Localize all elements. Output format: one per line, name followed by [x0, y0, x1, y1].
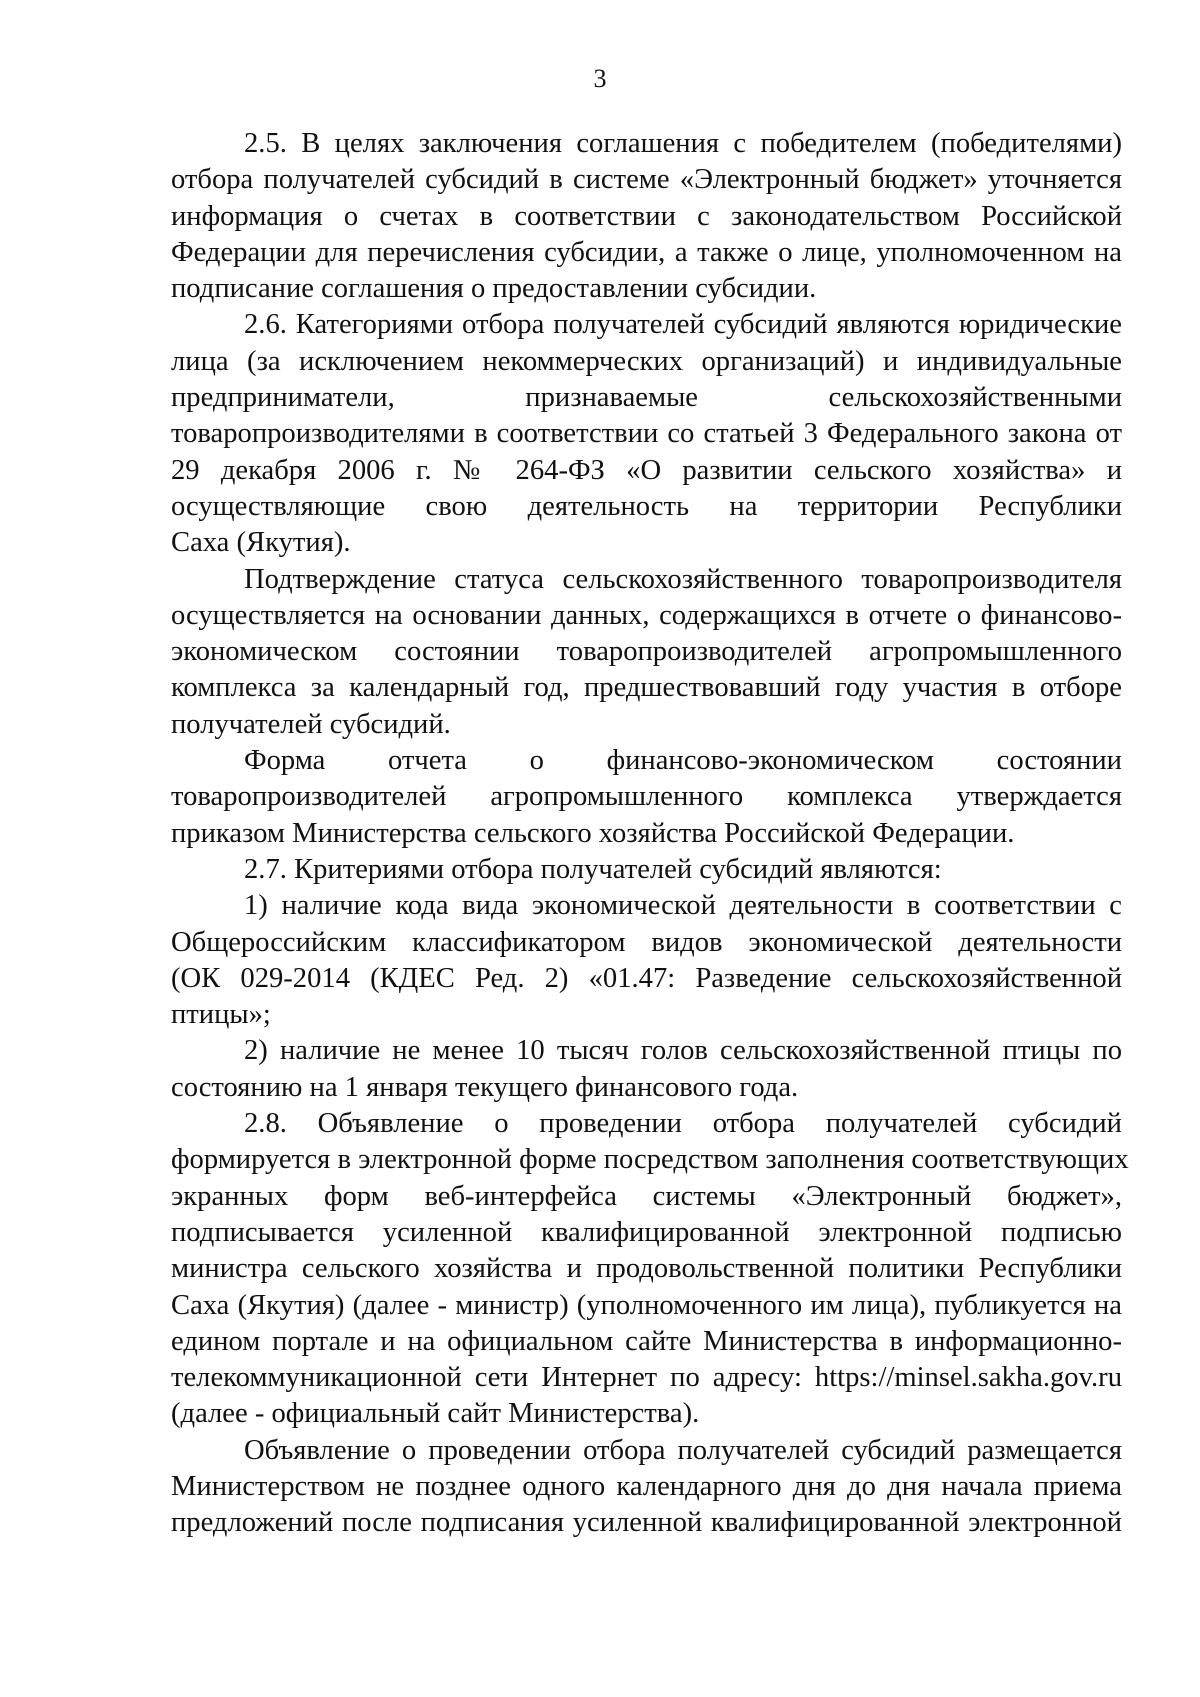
text-line: подписание соглашения о предоставлении субсидии.	[171, 273, 817, 305]
paragraph-p-criterion-2	[171, 1033, 1122, 1106]
page-number: 3	[593, 64, 607, 93]
text-line: Саха (Якутия) (далее - министр) (уполномоченного им лица), публикуется на	[171, 1289, 1122, 1321]
paragraph-p-announcement	[171, 1433, 1122, 1542]
text-line: Общероссийским классификатором видов экономической деятельности	[171, 926, 1122, 958]
paragraph-p-form	[171, 743, 1122, 852]
text-line: осуществляющие свою деятельность на территории Республики	[171, 490, 1122, 522]
text-line: осуществляется на основании данных, содержащихся в отчете о финансово-	[171, 599, 1122, 631]
text-line: комплекса за календарный год, предшествовавший году участия в отборе	[171, 672, 1122, 704]
text-line: (далее - официальный сайт Министерства).	[171, 1398, 700, 1430]
text-line: Форма отчета о финансово-экономическом состоянии	[244, 745, 1122, 777]
paragraph-p-criterion-1	[171, 888, 1122, 1033]
paragraph-p-2-6	[171, 307, 1122, 561]
text-line: отбора получателей субсидий в системе «Электронный бюджет» уточняется	[171, 164, 1122, 196]
text-line: Министерством не позднее одного календарного дня до дня начала приема	[171, 1470, 1122, 1502]
text-line: Саха (Якутия).	[171, 527, 351, 559]
text-line: подписывается усиленной квалифицированной электронной подписью	[171, 1216, 1122, 1248]
text-line: 2.6. Категориями отбора получателей субсидий являются юридические	[244, 309, 1122, 341]
text-line: товаропроизводителями в соответствии со статьей 3 Федерального закона от	[171, 418, 1122, 450]
text-line: министра сельского хозяйства и продовольственной политики Республики	[171, 1253, 1122, 1285]
text-line: информация о счетах в соответствии с законодательством Российской	[171, 200, 1122, 232]
text-line: товаропроизводителей агропромышленного комплекса утверждается	[171, 781, 1122, 813]
text-line: 2.7. Критериями отбора получателей субсидий являются:	[244, 853, 942, 885]
text-line: формируется в электронной форме посредством заполнения соответствующих	[171, 1144, 1129, 1176]
text-line: предложений после подписания усиленной квалифицированной электронной	[171, 1507, 1122, 1539]
text-line: экономическом состоянии товаропроизводителей агропромышленного	[171, 636, 1122, 668]
text-line: лица (за исключением некоммерческих организаций) и индивидуальные	[171, 345, 1122, 377]
paragraph-p-2-5	[171, 126, 1122, 307]
text-line: едином портале и на официальном сайте Министерства в информационно-	[171, 1325, 1122, 1357]
paragraph-p-status	[171, 562, 1122, 743]
text-line: 1) наличие кода вида экономической деятельности в соответствии с	[244, 890, 1122, 922]
text-line: птицы»;	[171, 999, 271, 1031]
paragraph-p-2-7	[171, 852, 1122, 888]
text-line: (ОК 029-2014 (КДЕС Ред. 2) «01.47: Разведение сельскохозяйственной	[171, 962, 1122, 994]
text-line: экранных форм веб-интерфейса системы «Электронный бюджет»,	[171, 1180, 1122, 1212]
text-line: 29 декабря 2006 г. № 264-ФЗ «О развитии сельского хозяйства» и	[171, 454, 1122, 486]
text-line: приказом Министерства сельского хозяйства Российской Федерации.	[171, 817, 1015, 849]
document-body	[171, 126, 1129, 1542]
text-line: предприниматели, признаваемые сельскохозяйственными	[171, 382, 1122, 414]
text-line: 2) наличие не менее 10 тысяч голов сельскохозяйственной птицы по	[244, 1035, 1122, 1067]
text-line: получателей субсидий.	[171, 708, 451, 740]
paragraph-p-2-8	[171, 1106, 1129, 1433]
text-line: Объявление о проведении отбора получателей субсидий размещается	[244, 1434, 1122, 1466]
text-line: 2.5. В целях заключения соглашения с победителем (победителями)	[244, 128, 1122, 159]
text-line: Федерации для перечисления субсидии, а также о лице, уполномоченном на	[171, 236, 1122, 268]
text-line: телекоммуникационной сети Интернет по адресу: https://minsel.sakha.gov.ru	[171, 1362, 1122, 1394]
text-line: 2.8. Объявление о проведении отбора получателей субсидий	[244, 1108, 1122, 1140]
text-line: состоянию на 1 января текущего финансового года.	[171, 1071, 799, 1103]
text-line: Подтверждение статуса сельскохозяйственного товаропроизводителя	[244, 563, 1122, 595]
